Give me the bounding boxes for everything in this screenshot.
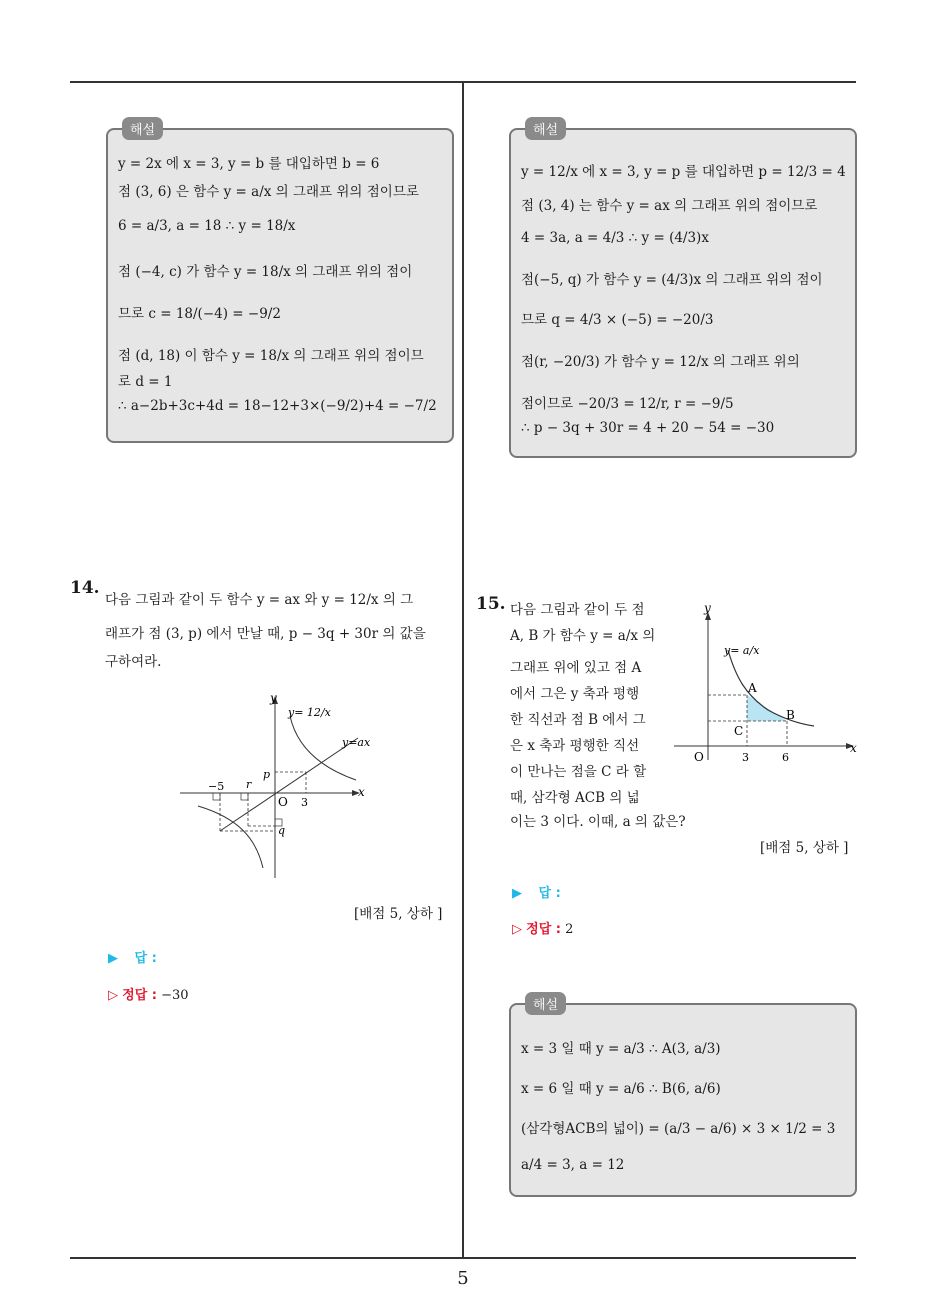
x-axis-label: x bbox=[850, 741, 857, 755]
question-text: 은 x 축과 평행한 직선 bbox=[510, 738, 640, 754]
correct-label: 정답 : bbox=[122, 988, 157, 1003]
solution-line: 므로 c = 18/(−4) = −9/2 bbox=[118, 306, 281, 322]
answer-line-14 bbox=[108, 947, 157, 966]
column-divider bbox=[462, 82, 464, 1257]
score-14: [배점 5, 상하 ] bbox=[354, 906, 443, 922]
answer-label: 답 : bbox=[538, 886, 561, 901]
label-p: p bbox=[263, 768, 271, 781]
y-axis-label: y bbox=[704, 601, 711, 615]
solution-line: ∴ a−2b+3c+4d = 18−12+3×(−9/2)+4 = −7/2 bbox=[118, 398, 437, 414]
solution-line: 점(r, −20/3) 가 함수 y = 12/x 의 그래프 위의 bbox=[521, 354, 800, 370]
solution-box-15 bbox=[509, 998, 857, 1197]
question-text: 에서 그은 y 축과 평행 bbox=[510, 686, 640, 702]
figure-q14 bbox=[178, 688, 408, 883]
question-text: A, B 가 함수 y = a/x 의 bbox=[510, 628, 656, 644]
solution-line: x = 3 일 때 y = a/3 ∴ A(3, a/3) bbox=[521, 1041, 721, 1057]
tick-label-3: 3 bbox=[742, 751, 749, 764]
tick-label-3: 3 bbox=[301, 796, 308, 809]
origin-label: O bbox=[694, 750, 704, 764]
line-graph bbox=[220, 738, 358, 831]
solution-box-14 bbox=[509, 123, 857, 458]
hyperbola-branch-2 bbox=[198, 806, 263, 868]
y-axis-label: y bbox=[270, 691, 277, 705]
solution-line: x = 6 일 때 y = a/6 ∴ B(6, a/6) bbox=[521, 1081, 721, 1097]
curve-label: y= 12/x bbox=[288, 706, 331, 719]
point-c-label: C bbox=[734, 724, 744, 738]
solution-line: 4 = 3a, a = 4/3 ∴ y = (4/3)x bbox=[521, 230, 709, 246]
origin-label: O bbox=[278, 795, 288, 809]
correct-answer-14 bbox=[108, 984, 189, 1003]
point-a-label: A bbox=[748, 681, 757, 695]
question-number-14: 14. bbox=[70, 578, 100, 598]
tick-label-neg5: −5 bbox=[208, 780, 225, 793]
solution-line: 점 (−4, c) 가 함수 y = 18/x 의 그래프 위의 점이 bbox=[118, 264, 413, 280]
solution-tag: 해설 bbox=[525, 992, 566, 1015]
curve-label: y= a/x bbox=[724, 644, 760, 657]
solution-line: 점(−5, q) 가 함수 y = (4/3)x 의 그래프 위의 점이 bbox=[521, 272, 823, 288]
solution-line: 점 (3, 4) 는 함수 y = ax 의 그래프 위의 점이므로 bbox=[521, 198, 818, 214]
triangle-outline-icon: ▷ bbox=[108, 988, 118, 1003]
solution-line: 6 = a/3, a = 18 ∴ y = 18/x bbox=[118, 218, 296, 234]
correct-label: 정답 : bbox=[526, 922, 561, 937]
score-15: [배점 5, 상하 ] bbox=[760, 840, 849, 856]
question-number-15: 15. bbox=[476, 594, 506, 614]
correct-answer-15 bbox=[512, 918, 573, 937]
solution-line: 로 d = 1 bbox=[118, 374, 173, 390]
answer-label: 답 : bbox=[134, 951, 157, 966]
solution-box-13 bbox=[106, 123, 454, 443]
x-axis-label: x bbox=[358, 785, 365, 799]
correct-value: 2 bbox=[565, 922, 574, 937]
question-text: 구하여라. bbox=[105, 654, 162, 670]
solution-tag: 해설 bbox=[122, 117, 163, 140]
line-label: y=ax bbox=[342, 736, 371, 749]
solution-line: 므로 q = 4/3 × (−5) = −20/3 bbox=[521, 312, 714, 328]
solution-line: 점 (3, 6) 은 함수 y = a/x 의 그래프 위의 점이므로 bbox=[118, 184, 419, 200]
solution-line: ∴ p − 3q + 30r = 4 + 20 − 54 = −30 bbox=[521, 420, 775, 436]
label-q: q bbox=[278, 824, 286, 837]
question-text: 때, 삼각형 ACB 의 넓 bbox=[510, 790, 640, 806]
question-text: 그래프 위에 있고 점 A bbox=[510, 660, 642, 676]
answer-line-15 bbox=[512, 882, 561, 901]
correct-value: −30 bbox=[161, 988, 189, 1003]
question-text: 한 직선과 점 B 에서 그 bbox=[510, 712, 646, 728]
solution-line: a/4 = 3, a = 12 bbox=[521, 1157, 625, 1173]
bottom-rule bbox=[70, 1257, 856, 1259]
point-b-label: B bbox=[786, 708, 795, 722]
question-text: 이는 3 이다. 이때, a 의 값은? bbox=[510, 814, 686, 830]
solution-line: y = 2x 에 x = 3, y = b 를 대입하면 b = 6 bbox=[118, 156, 380, 172]
question-text: 다음 그림과 같이 두 점 bbox=[510, 602, 645, 618]
tick-label-6: 6 bbox=[782, 751, 789, 764]
figure-q15 bbox=[668, 600, 864, 770]
question-text: 이 만나는 점을 C 라 할 bbox=[510, 764, 647, 780]
play-icon: ▶ bbox=[108, 951, 118, 966]
question-text: 다음 그림과 같이 두 함수 y = ax 와 y = 12/x 의 그 bbox=[105, 592, 414, 608]
page-number: 5 bbox=[457, 1268, 469, 1289]
solution-line: 점이므로 −20/3 = 12/r, r = −9/5 bbox=[521, 396, 734, 412]
solution-line: (삼각형ACB의 넓이) = (a/3 − a/6) × 3 × 1/2 = 3 bbox=[521, 1121, 836, 1137]
question-text: 래프가 점 (3, p) 에서 만날 때, p − 3q + 30r 의 값을 bbox=[105, 626, 426, 642]
solution-tag: 해설 bbox=[525, 117, 566, 140]
play-icon: ▶ bbox=[512, 886, 522, 901]
triangle-outline-icon: ▷ bbox=[512, 922, 522, 937]
label-r: r bbox=[246, 778, 252, 791]
solution-line: 점 (d, 18) 이 함수 y = 18/x 의 그래프 위의 점이므 bbox=[118, 348, 424, 364]
solution-line: y = 12/x 에 x = 3, y = p 를 대입하면 p = 12/3 = 4 bbox=[521, 164, 846, 180]
